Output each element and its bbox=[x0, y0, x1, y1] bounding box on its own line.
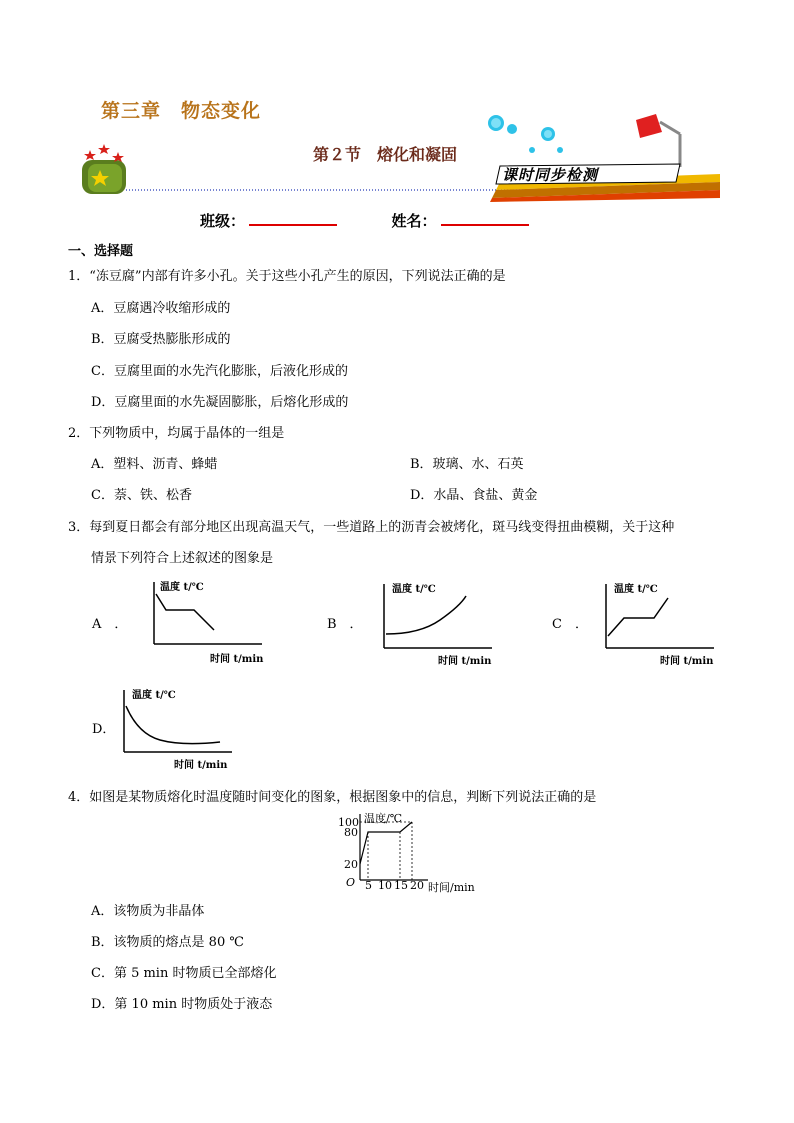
question-1-option-d[interactable]: D．豆腐里面的水先凝固膨胀，后熔化形成的 bbox=[91, 395, 349, 410]
graph-4-ylabel: 温度/℃ bbox=[364, 812, 403, 825]
question-1-option-c[interactable]: C．豆腐里面的水先汽化膨胀，后液化形成的 bbox=[91, 364, 348, 379]
question-4-stem: 4．如图是某物质熔化时温度随时间变化的图象，根据图象中的信息，判断下列说法正确的是 bbox=[68, 790, 597, 805]
class-blank[interactable] bbox=[249, 210, 337, 226]
question-1-stem: 1．“冻豆腐”内部有许多小孔。关于这些小孔产生的原因，下列说法正确的是 bbox=[68, 269, 506, 284]
graph-4-xtick-10: 10 bbox=[378, 879, 392, 892]
chapter-title: 第三章 物态变化 bbox=[101, 100, 262, 122]
graph-b-xlabel: 时间 t/min bbox=[438, 656, 492, 667]
graph-4-xtick-15: 15 bbox=[394, 879, 408, 892]
question-4-option-a[interactable]: A．该物质为非晶体 bbox=[91, 904, 205, 919]
graph-4-ytick-20: 20 bbox=[344, 858, 358, 871]
question-3-stem: 3．每到夏日都会有部分地区出现高温天气，一些道路上的沥青会被烤化，斑马线变得扭曲模糊，关于这种 bbox=[68, 520, 675, 535]
question-3-stem-cont: 情景下列符合上述叙述的图象是 bbox=[91, 551, 274, 566]
question-2-option-c[interactable]: C．萘、铁、松香 bbox=[91, 488, 192, 503]
question-3-graph-d[interactable] bbox=[120, 686, 240, 772]
name-blank[interactable] bbox=[441, 210, 529, 226]
graph-4-xlabel: 时间/min bbox=[428, 881, 475, 894]
question-4-option-c[interactable]: C．第 5 min 时物质已全部熔化 bbox=[91, 966, 277, 981]
question-1-option-a[interactable]: A．豆腐遇冷收缩形成的 bbox=[91, 301, 231, 316]
question-3-option-c-label[interactable]: C ． bbox=[552, 617, 588, 632]
graph-4-origin: O bbox=[346, 876, 356, 889]
graph-4-ytick-100: 100 bbox=[338, 816, 359, 829]
question-3-graph-a[interactable] bbox=[150, 578, 270, 666]
section-title: 第２节 熔化和凝固 bbox=[313, 145, 458, 164]
question-3-option-b-label[interactable]: B ． bbox=[327, 617, 363, 632]
banner-label: 课时同步检测 bbox=[502, 166, 599, 184]
question-4-graph bbox=[338, 812, 488, 894]
question-3-option-d-label[interactable]: D． bbox=[92, 722, 116, 737]
graph-4-ytick-80: 80 bbox=[344, 826, 358, 839]
question-4-option-d[interactable]: D．第 10 min 时物质处于液态 bbox=[91, 997, 273, 1012]
graph-d-xlabel: 时间 t/min bbox=[174, 760, 228, 771]
name-label: 姓名： bbox=[391, 212, 437, 230]
graph-c-xlabel: 时间 t/min bbox=[660, 656, 714, 667]
question-4-option-b[interactable]: B．该物质的熔点是 80 ℃ bbox=[91, 935, 244, 950]
question-3-graph-b[interactable] bbox=[380, 580, 500, 668]
question-3-graph-c[interactable] bbox=[602, 580, 722, 668]
graph-4-xtick-20: 20 bbox=[410, 879, 424, 892]
question-2-option-a[interactable]: A．塑料、沥青、蜂蜡 bbox=[91, 457, 218, 472]
graph-b-ylabel: 温度 t/℃ bbox=[392, 584, 436, 595]
graph-4-xtick-5: 5 bbox=[365, 879, 372, 892]
question-2-option-d[interactable]: D．水晶、食盐、黄金 bbox=[410, 488, 538, 503]
question-2-stem: 2．下列物质中，均属于晶体的一组是 bbox=[68, 426, 285, 441]
question-2-option-b[interactable]: B．玻璃、水、石英 bbox=[410, 457, 524, 472]
class-label: 班级： bbox=[200, 212, 246, 230]
student-info-row bbox=[200, 210, 529, 231]
question-3-option-a-label[interactable]: A ． bbox=[92, 617, 128, 632]
graph-a-xlabel: 时间 t/min bbox=[210, 654, 264, 665]
graph-d-ylabel: 温度 t/℃ bbox=[132, 690, 176, 701]
section-heading: 一、选择题 bbox=[68, 244, 134, 259]
question-1-option-b[interactable]: B．豆腐受热膨胀形成的 bbox=[91, 332, 231, 347]
graph-a-ylabel: 温度 t/℃ bbox=[160, 582, 204, 593]
graph-c-ylabel: 温度 t/℃ bbox=[614, 584, 658, 595]
